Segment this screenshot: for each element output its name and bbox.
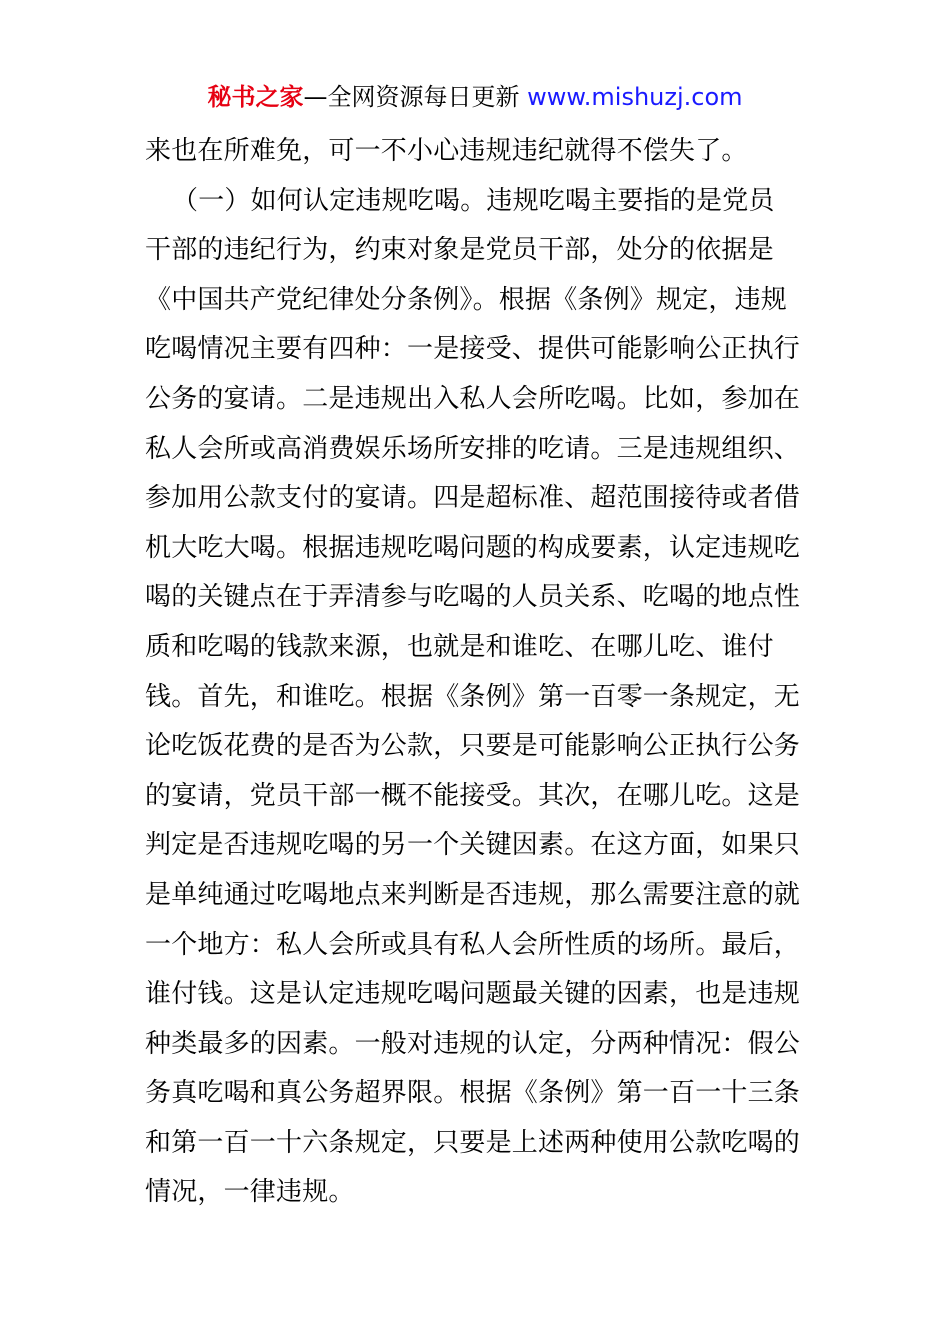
text-line: 是单纯通过吃喝地点来判断是否违规，那么需要注意的就	[145, 879, 801, 910]
text-line: 参加用公款支付的宴请。四是超标准、超范围接待或者借	[145, 483, 801, 514]
text-line: 务真吃喝和真公务超界限。根据《条例》第一百一十三条	[145, 1078, 801, 1109]
text-line: 公务的宴请。二是违规出入私人会所吃喝。比如，参加在	[145, 383, 801, 414]
text-line: 吃喝情况主要有四种：一是接受、提供可能影响公正执行	[145, 334, 801, 365]
text-line: 《中国共产党纪律处分条例》。根据《条例》规定，违规	[145, 284, 788, 315]
document-body	[145, 127, 815, 1218]
header-tagline: —全网资源每日更新	[303, 83, 528, 111]
text-line: 喝的关键点在于弄清参与吃喝的人员关系、吃喝的地点性	[145, 582, 801, 613]
text-line: （一）如何认定违规吃喝。违规吃喝主要指的是党员	[172, 185, 775, 216]
text-line: 钱。首先，和谁吃。根据《条例》第一百零一条规定，无	[145, 681, 801, 712]
text-line: 和第一百一十六条规定，只要是上述两种使用公款吃喝的	[145, 1127, 801, 1158]
text-line: 情况，一律违规。	[145, 1177, 355, 1208]
text-line: 一个地方：私人会所或具有私人会所性质的场所。最后，	[145, 929, 801, 960]
brand-name: 秘书之家	[207, 83, 304, 111]
text-line: 来也在所难免，可一不小心违规违纪就得不偿失了。	[145, 136, 748, 166]
site-url: www.mishuzj.com	[527, 83, 743, 111]
text-line: 判定是否违规吃喝的另一个关键因素。在这方面，如果只	[145, 830, 801, 861]
text-line: 私人会所或高消费娱乐场所安排的吃请。三是违规组织、	[145, 433, 801, 464]
text-line: 的宴请，党员干部一概不能接受。其次，在哪儿吃。这是	[145, 780, 801, 811]
text-line: 质和吃喝的钱款来源，也就是和谁吃、在哪儿吃、谁付	[145, 631, 774, 662]
text-line: 谁付钱。这是认定违规吃喝问题最关键的因素，也是违规	[145, 979, 801, 1010]
page-header	[0, 80, 950, 114]
text-line: 干部的违纪行为，约束对象是党员干部，处分的依据是	[145, 235, 774, 266]
text-line: 论吃饭花费的是否为公款，只要是可能影响公正执行公务	[145, 731, 801, 762]
text-line: 种类最多的因素。一般对违规的认定，分两种情况：假公	[145, 1028, 801, 1059]
text-line: 机大吃大喝。根据违规吃喝问题的构成要素，认定违规吃	[145, 532, 801, 563]
